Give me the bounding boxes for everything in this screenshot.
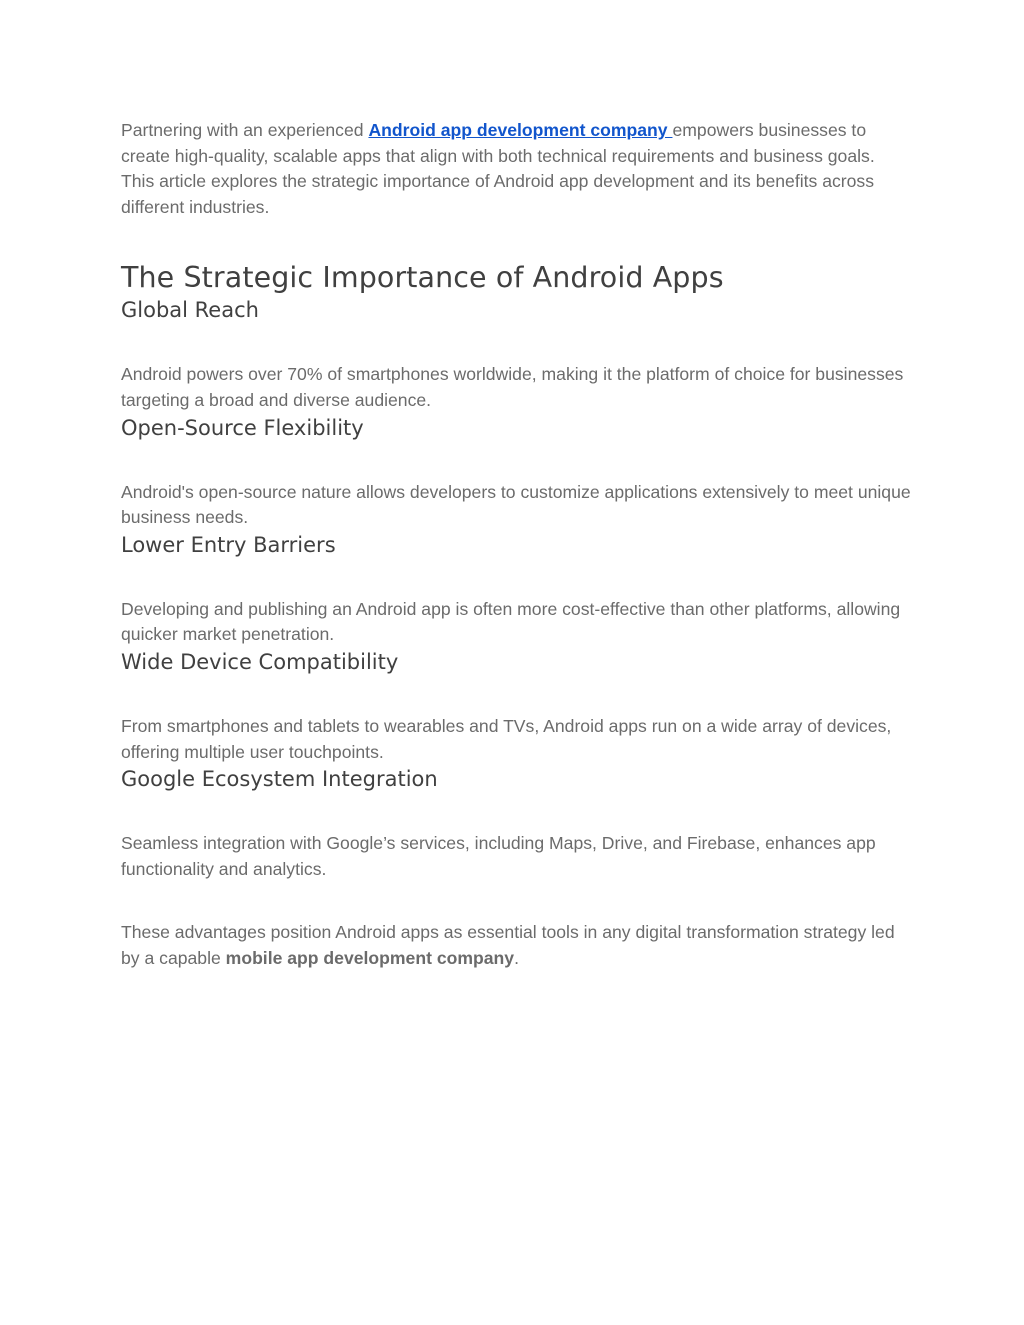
android-app-development-company-link[interactable]: Android app development company: [368, 120, 673, 140]
page-title: The Strategic Importance of Android Apps: [121, 261, 724, 295]
section-heading: Global Reach: [121, 298, 259, 323]
mobile-app-development-company-emphasis: mobile app development company: [225, 947, 515, 968]
section-open-source-flexibility: [121, 414, 911, 531]
closing-text-start: These advantages position Android apps as essential tools in any digital transformation strategy led by a capable: [121, 922, 895, 968]
section-heading: Wide Device Compatibility: [121, 649, 399, 674]
intro-text-start: Partnering with an experienced: [121, 120, 369, 140]
section-body: Android's open-source nature allows developers to customize applications extensively to meet unique business needs.: [121, 481, 911, 528]
section-body: Android powers over 70% of smartphones worldwide, making it the platform of choice for businesses targeting a broad and diverse audience.: [121, 364, 904, 410]
section-google-ecosystem-integration: [121, 765, 911, 882]
intro-text-end: empowers businesses to create high-quality, scalable apps that align with both technical requirements and business goals. This article explores the strategic importance of Android app development and its benefits across different industries.: [121, 120, 875, 217]
section-heading: Open-Source Flexibility: [121, 415, 364, 440]
section-heading: Lower Entry Barriers: [121, 532, 336, 557]
intro-paragraph: [121, 118, 911, 220]
section-lower-entry-barriers: [121, 531, 911, 648]
closing-paragraph: [121, 920, 911, 971]
section-wide-device-compatibility: [121, 648, 911, 765]
section-body: Seamless integration with Google’s services, including Maps, Drive, and Firebase, enhances app functionality and analytics.: [121, 833, 876, 879]
section-global-reach: [121, 296, 911, 413]
section-body: From smartphones and tablets to wearables and TVs, Android apps run on a wide array of devices, offering multiple user touchpoints.: [121, 715, 892, 762]
document-page: [121, 118, 911, 972]
closing-text-end: .: [514, 947, 519, 968]
section-heading: Google Ecosystem Integration: [121, 767, 438, 792]
section-body: Developing and publishing an Android app is often more cost-effective than other platforms, allowing quicker market penetration.: [121, 598, 901, 645]
